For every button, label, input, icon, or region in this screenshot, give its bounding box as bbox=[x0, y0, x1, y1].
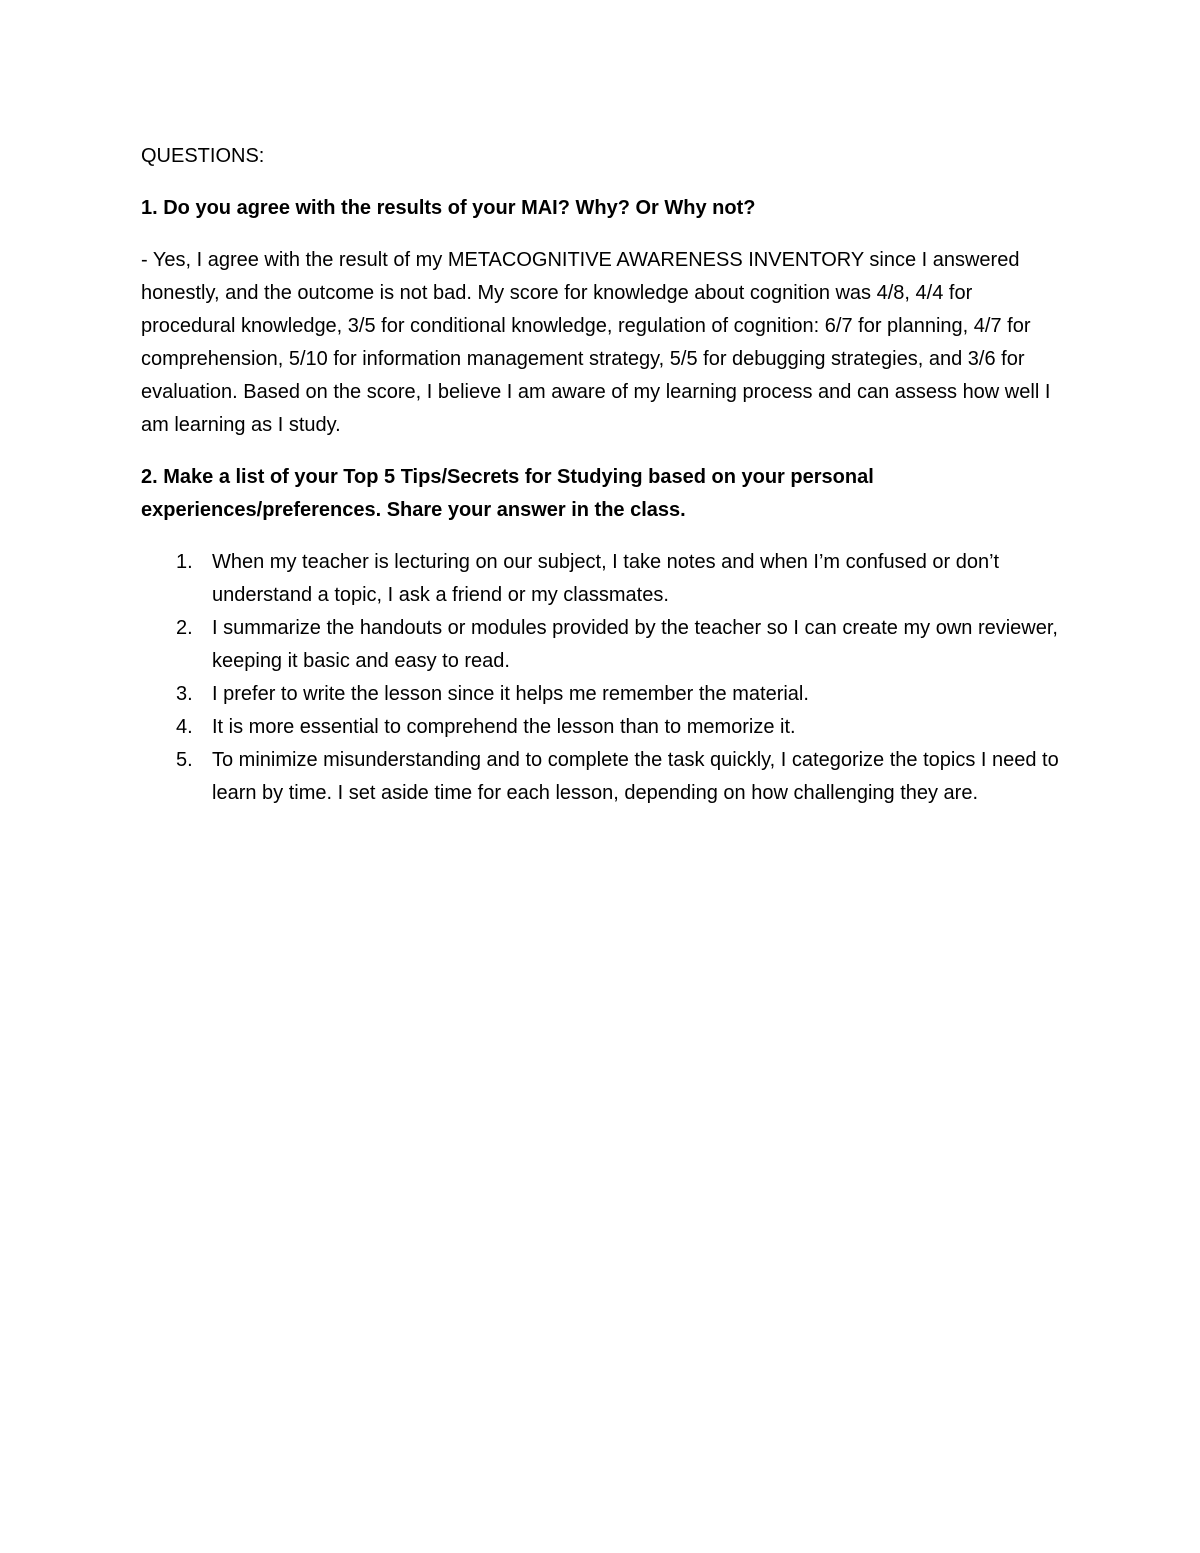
list-item bbox=[141, 678, 1061, 711]
question-1-answer: - Yes, I agree with the result of my METACOGNITIVE AWARENESS INVENTORY since I answered honestly, and the outcome is not bad. My score for knowledge about cognition was 4/8, 4/4 for procedural knowledge, 3/5 for conditional knowledge, regulation of cognition: 6/7 for planning, 4/7 for comprehension, 5/10 for information management strategy, 5/5 for debugging strategies, and 3/6 for evaluation. Based on the score, I believe I am aware of my learning process and can assess how well I am learning as I study. bbox=[141, 249, 1051, 436]
document-page bbox=[141, 140, 1061, 810]
question-1-title: 1. Do you agree with the results of your MAI? Why? Or Why not? bbox=[141, 197, 756, 219]
tips-list bbox=[141, 546, 1061, 810]
list-item-text: I prefer to write the lesson since it helps me remember the material. bbox=[212, 683, 809, 705]
list-item-number: 2. bbox=[176, 617, 193, 639]
list-item-number: 5. bbox=[176, 749, 193, 771]
list-item-number: 3. bbox=[176, 683, 193, 705]
list-item-text: To minimize misunderstanding and to complete the task quickly, I categorize the topics I need to learn by time. I set aside time for each lesson, depending on how challenging they are. bbox=[212, 749, 1059, 804]
list-item-number: 4. bbox=[176, 716, 193, 738]
list-item bbox=[141, 546, 1061, 612]
list-item-text: When my teacher is lecturing on our subject, I take notes and when I’m confused or don’t understand a topic, I ask a friend or my classmates. bbox=[212, 551, 1000, 606]
list-item-number: 1. bbox=[176, 551, 193, 573]
list-item bbox=[141, 744, 1061, 810]
list-item bbox=[141, 711, 1061, 744]
list-item-text: I summarize the handouts or modules provided by the teacher so I can create my own reviewer, keeping it basic and easy to read. bbox=[212, 617, 1058, 672]
questions-heading: QUESTIONS: bbox=[141, 145, 265, 167]
question-2-title: 2. Make a list of your Top 5 Tips/Secrets for Studying based on your personal experiences/preferences. Share your answer in the class. bbox=[141, 466, 874, 521]
list-item bbox=[141, 612, 1061, 678]
list-item-text: It is more essential to comprehend the lesson than to memorize it. bbox=[212, 716, 796, 738]
